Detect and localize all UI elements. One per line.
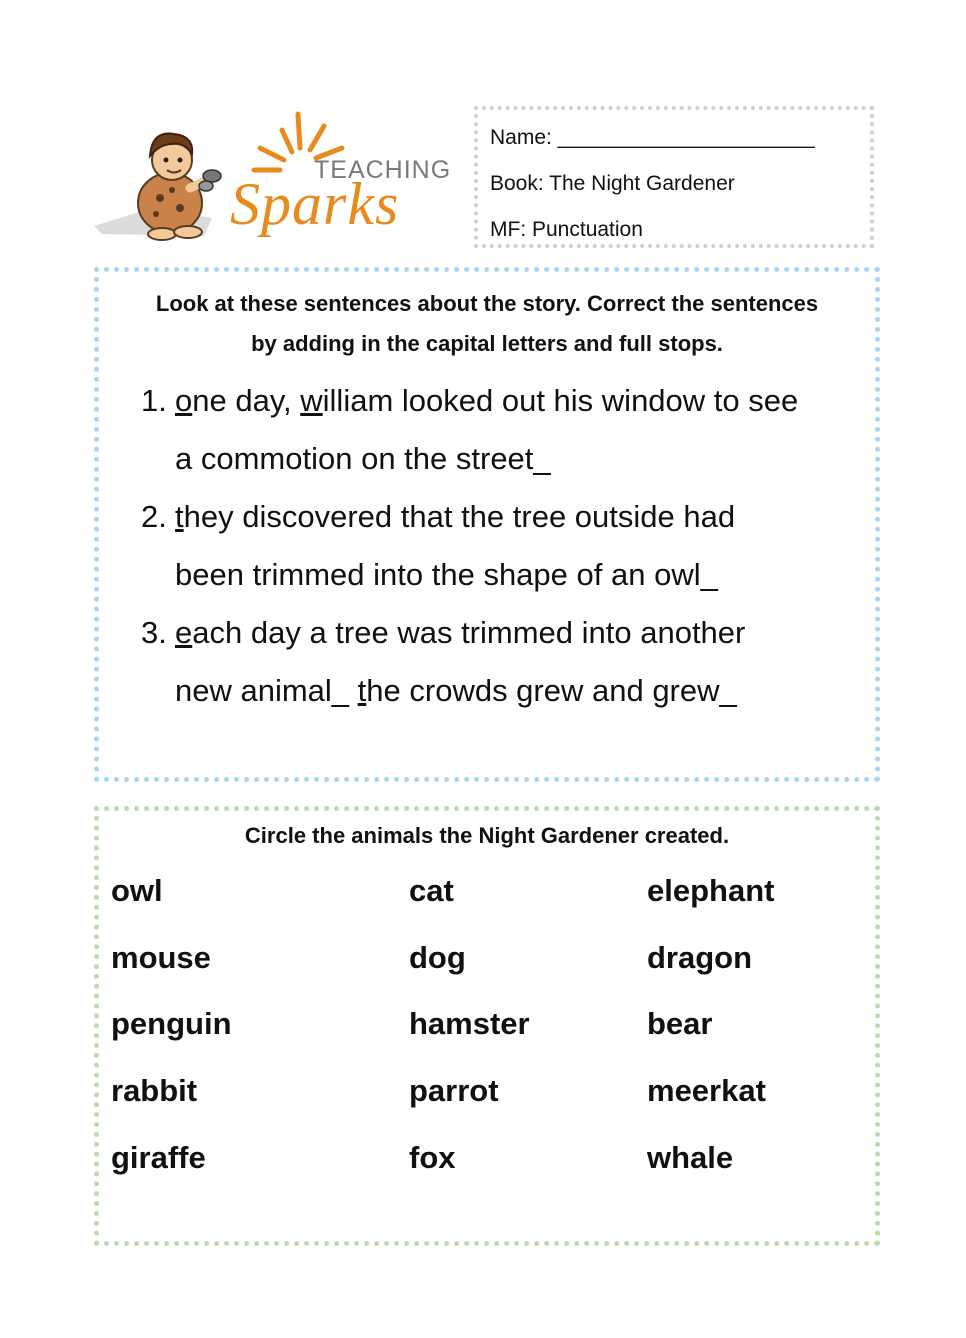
animal-word[interactable]: elephant <box>647 873 775 908</box>
sentence-text: ne day, <box>192 383 301 418</box>
animal-word[interactable]: hamster <box>409 1006 530 1041</box>
sentence-line <box>175 604 861 662</box>
sentence-number: 1. <box>141 383 167 418</box>
logo-sparks-text: Sparks <box>230 171 400 237</box>
book-title: Book: The Night Gardener <box>490 172 735 195</box>
sentence-list <box>141 372 861 720</box>
student-info-box <box>474 106 874 248</box>
sentence-text: he crowds grew and grew_ <box>366 673 737 708</box>
sentence-text: new animal_ <box>175 673 358 708</box>
sentence-line <box>175 662 861 720</box>
animal-word[interactable]: cat <box>409 873 454 908</box>
sentence-item <box>141 604 861 720</box>
name-field[interactable]: Name: ______________________ <box>490 126 815 149</box>
sentence-number: 3. <box>141 615 167 650</box>
capital-letter-slot[interactable]: w <box>300 383 323 418</box>
task2-instruction: Circle the animals the Night Gardener created. <box>244 823 730 848</box>
sentence-line <box>175 372 861 430</box>
animals-task-box <box>94 806 880 1246</box>
animal-word[interactable]: meerkat <box>647 1073 766 1108</box>
animal-word[interactable]: giraffe <box>111 1140 206 1175</box>
punctuation-task-box <box>94 267 880 782</box>
capital-letter-slot[interactable]: t <box>357 673 367 708</box>
task1-instruction-line1: Look at these sentences about the story. Correct the sentences <box>155 291 819 316</box>
animal-word[interactable]: rabbit <box>111 1073 198 1108</box>
animal-word[interactable]: owl <box>111 873 163 908</box>
capital-letter-slot[interactable]: e <box>175 615 193 650</box>
sentence-number: 2. <box>141 499 167 534</box>
capital-letter-slot[interactable]: t <box>175 499 184 534</box>
animal-word[interactable]: whale <box>647 1140 734 1175</box>
animal-word[interactable]: parrot <box>409 1073 499 1108</box>
sentence-text: hey discovered that the tree outside had <box>183 499 736 534</box>
animal-word[interactable]: penguin <box>111 1006 232 1041</box>
sentence-text: illiam looked out his window to see <box>322 383 799 418</box>
animal-word[interactable]: mouse <box>111 940 211 975</box>
animal-word[interactable]: dragon <box>647 940 753 975</box>
logo-teaching-text: TEACHING <box>314 156 452 184</box>
task1-instruction-line2: by adding in the capital letters and full stops. <box>251 331 723 356</box>
mf-topic: MF: Punctuation <box>490 218 643 241</box>
sentence-line <box>175 488 861 546</box>
sentence-line: been trimmed into the shape of an owl_ <box>175 557 718 592</box>
animal-word[interactable]: fox <box>409 1140 456 1175</box>
animal-word[interactable]: bear <box>647 1006 713 1041</box>
sentence-item <box>141 488 861 604</box>
animal-word[interactable]: dog <box>409 940 466 975</box>
sentence-text: ach day a tree was trimmed into another <box>192 615 746 650</box>
capital-letter-slot[interactable]: o <box>175 383 193 418</box>
sentence-item <box>141 372 861 488</box>
sentence-line: a commotion on the street_ <box>175 441 551 476</box>
task1-instruction <box>99 284 875 364</box>
teaching-sparks-logo <box>92 108 462 253</box>
